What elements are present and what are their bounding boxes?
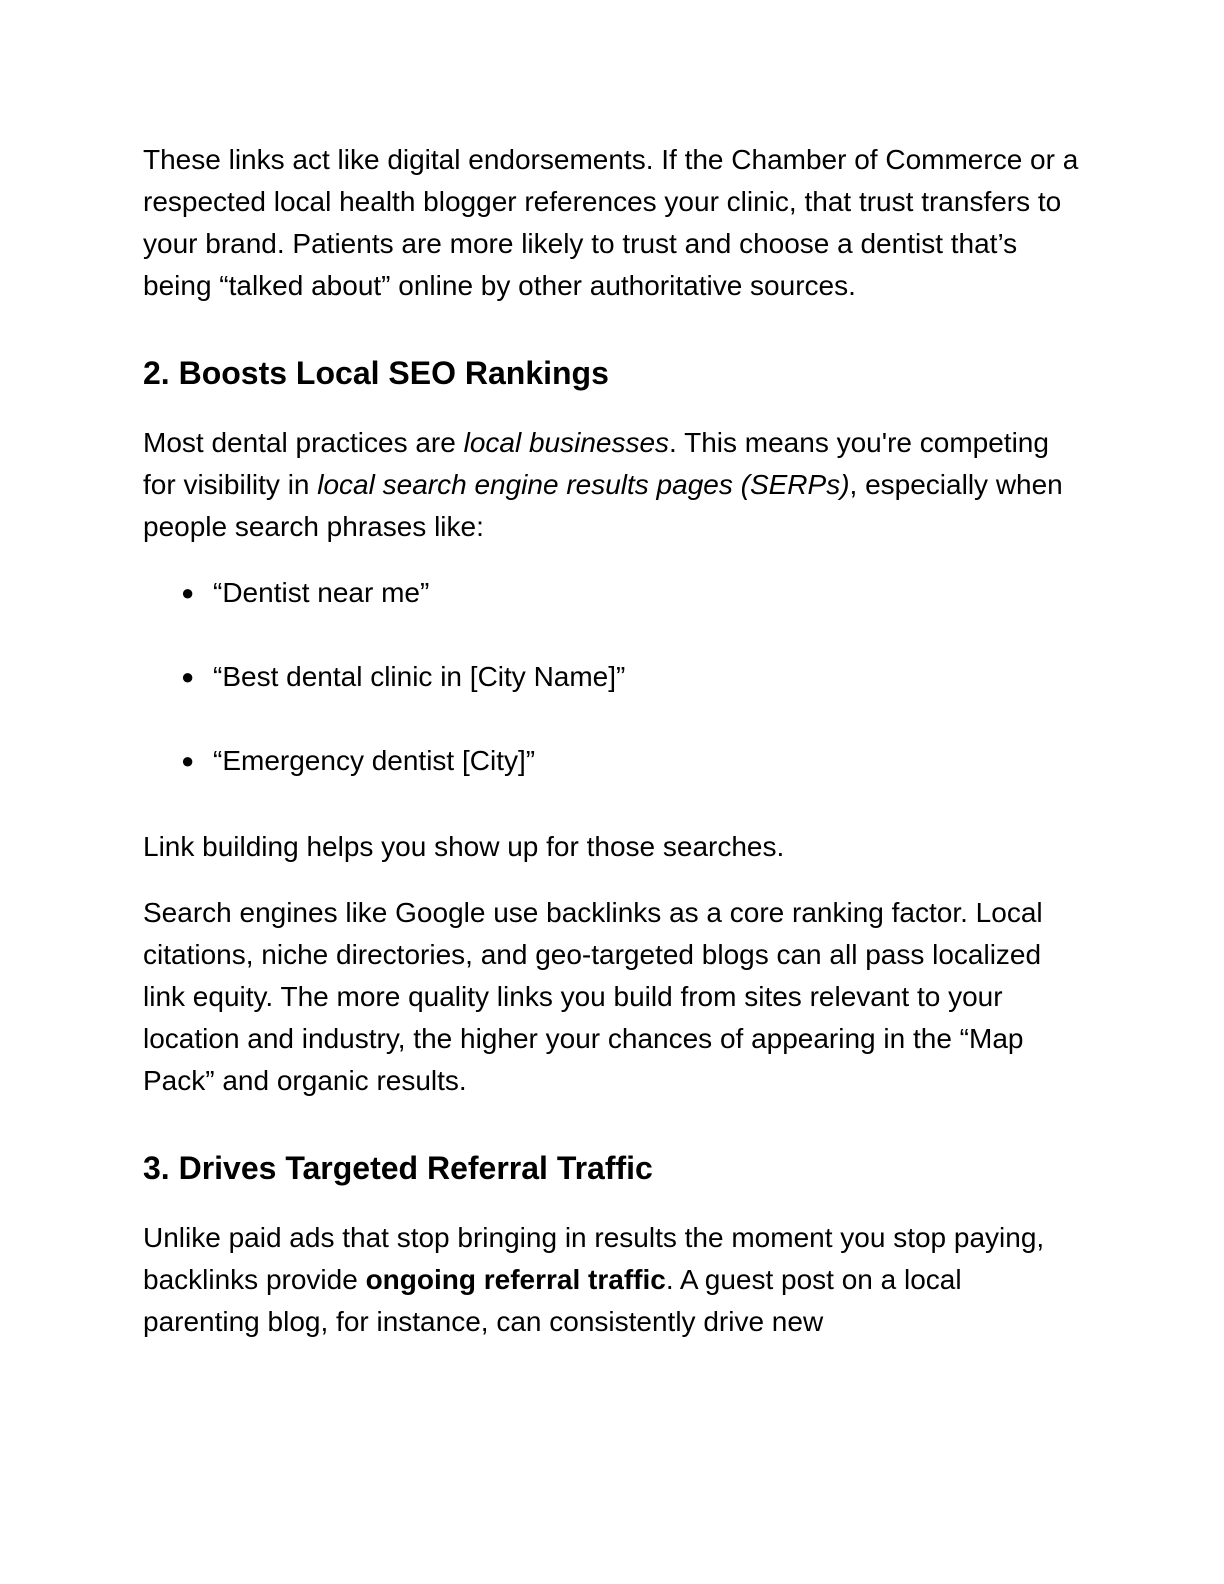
paragraph-referral-traffic [143, 1217, 1083, 1343]
text-segment: , especially when people search phrases like: [143, 469, 1063, 542]
text-segment: . A guest post on a local parenting blog, for instance, can consistently drive new [143, 1264, 962, 1337]
paragraph-digital-endorsements: These links act like digital endorsements. If the Chamber of Commerce or a respected local health blogger references your clinic, that trust transfers to your brand. Patients are more likely to trust and choose a dentist that’s being “talked about” online by other authoritative sources. [143, 144, 1079, 301]
list-item [143, 740, 1083, 782]
italic-local-businesses: local businesses [463, 427, 670, 458]
heading-boosts-local-seo: 2. Boosts Local SEO Rankings [143, 355, 609, 391]
heading-drives-referral-traffic: 3. Drives Targeted Referral Traffic [143, 1150, 653, 1186]
bullet-icon: ● [181, 748, 195, 773]
list-item-text: “Emergency dentist [City]” [213, 745, 536, 776]
text-segment: . This means you're competing for visibility in [143, 427, 1049, 500]
paragraph-link-building: Link building helps you show up for those searches. [143, 831, 785, 862]
paragraph-local-businesses [143, 422, 1083, 548]
document-page [143, 139, 1083, 1343]
bullet-icon: ● [181, 664, 195, 689]
list-item-text: “Best dental clinic in [City Name]” [213, 661, 626, 692]
list-item [143, 656, 1083, 698]
bold-ongoing-referral-traffic: ongoing referral traffic [365, 1264, 666, 1295]
text-segment: Most dental practices are [143, 427, 464, 458]
text-segment: Unlike paid ads that stop bringing in results the moment you stop paying, backlinks provide [143, 1222, 1045, 1295]
list-item-text: “Dentist near me” [213, 577, 430, 608]
bullet-icon: ● [181, 580, 195, 605]
list-item [143, 572, 1083, 614]
search-phrases-list [143, 572, 1083, 782]
paragraph-search-engines: Search engines like Google use backlinks as a core ranking factor. Local citations, niche directories, and geo-targeted blogs can all pass localized link equity. The more quality links you build from sites relevant to your location and industry, the higher your chances of appearing in the “Map Pack” and organic results. [143, 897, 1043, 1096]
italic-serps: local search engine results pages (SERPs) [317, 469, 850, 500]
